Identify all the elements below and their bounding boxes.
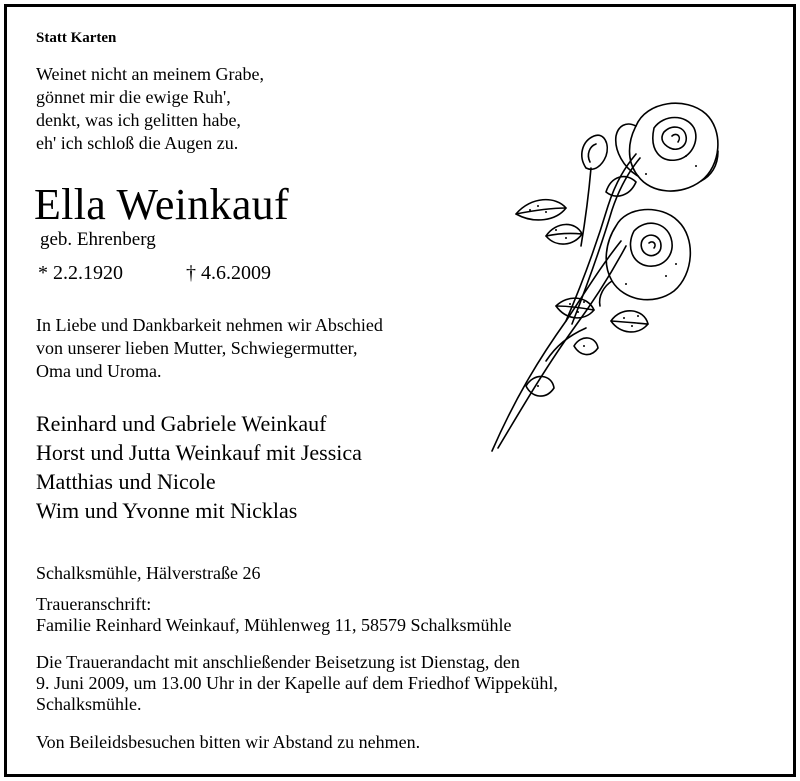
mourner-line: Horst und Jutta Weinkauf mit Jessica bbox=[36, 440, 362, 465]
poem-line: denkt, was ich gelitten habe, bbox=[36, 110, 241, 130]
poem-line: gönnet mir die ewige Ruh', bbox=[36, 87, 231, 107]
farewell-text bbox=[36, 314, 383, 383]
rose-shading bbox=[529, 155, 697, 387]
mourning-address bbox=[36, 594, 511, 636]
poem-line: eh' ich schloß die Augen zu. bbox=[36, 133, 239, 153]
farewell-line: von unserer lieben Mutter, Schwiegermutter, bbox=[36, 338, 358, 358]
birth-date: * 2.2.1920 bbox=[38, 262, 123, 284]
address-text: Familie Reinhard Weinkauf, Mühlenweg 11, 58579 Schalksmühle bbox=[36, 615, 512, 635]
farewell-line: In Liebe und Dankbarkeit nehmen wir Abschied bbox=[36, 315, 383, 335]
deceased-name: Ella Weinkauf bbox=[34, 180, 289, 229]
mourners-list bbox=[36, 409, 362, 525]
service-line: 9. Juni 2009, um 13.00 Uhr in der Kapelle auf dem Friedhof Wippekühl, bbox=[36, 673, 558, 693]
birth-name: geb. Ehrenberg bbox=[40, 229, 156, 250]
poem-line: Weinet nicht an meinem Grabe, bbox=[36, 64, 264, 84]
death-date: † 4.6.2009 bbox=[186, 262, 271, 284]
rose-leaves bbox=[516, 177, 648, 397]
notice-header: Statt Karten bbox=[36, 30, 117, 46]
location: Schalksmühle, Hälverstraße 26 bbox=[36, 563, 261, 583]
rose-illustration-icon bbox=[486, 96, 722, 456]
mourner-line: Matthias und Nicole bbox=[36, 469, 216, 494]
rose-bloom-lower bbox=[600, 210, 691, 306]
address-label: Traueranschrift: bbox=[36, 594, 152, 614]
service-line: Schalksmühle. bbox=[36, 694, 142, 714]
poem bbox=[36, 63, 264, 155]
mourner-line: Reinhard und Gabriele Weinkauf bbox=[36, 411, 327, 436]
farewell-line: Oma und Uroma. bbox=[36, 361, 162, 381]
service-info bbox=[36, 652, 558, 715]
closing-note: Von Beileidsbesuchen bitten wir Abstand zu nehmen. bbox=[36, 732, 421, 752]
service-line: Die Trauerandacht mit anschließender Beisetzung ist Dienstag, den bbox=[36, 652, 520, 672]
rose-bud bbox=[582, 135, 607, 169]
mourner-line: Wim und Yvonne mit Nicklas bbox=[36, 498, 298, 523]
